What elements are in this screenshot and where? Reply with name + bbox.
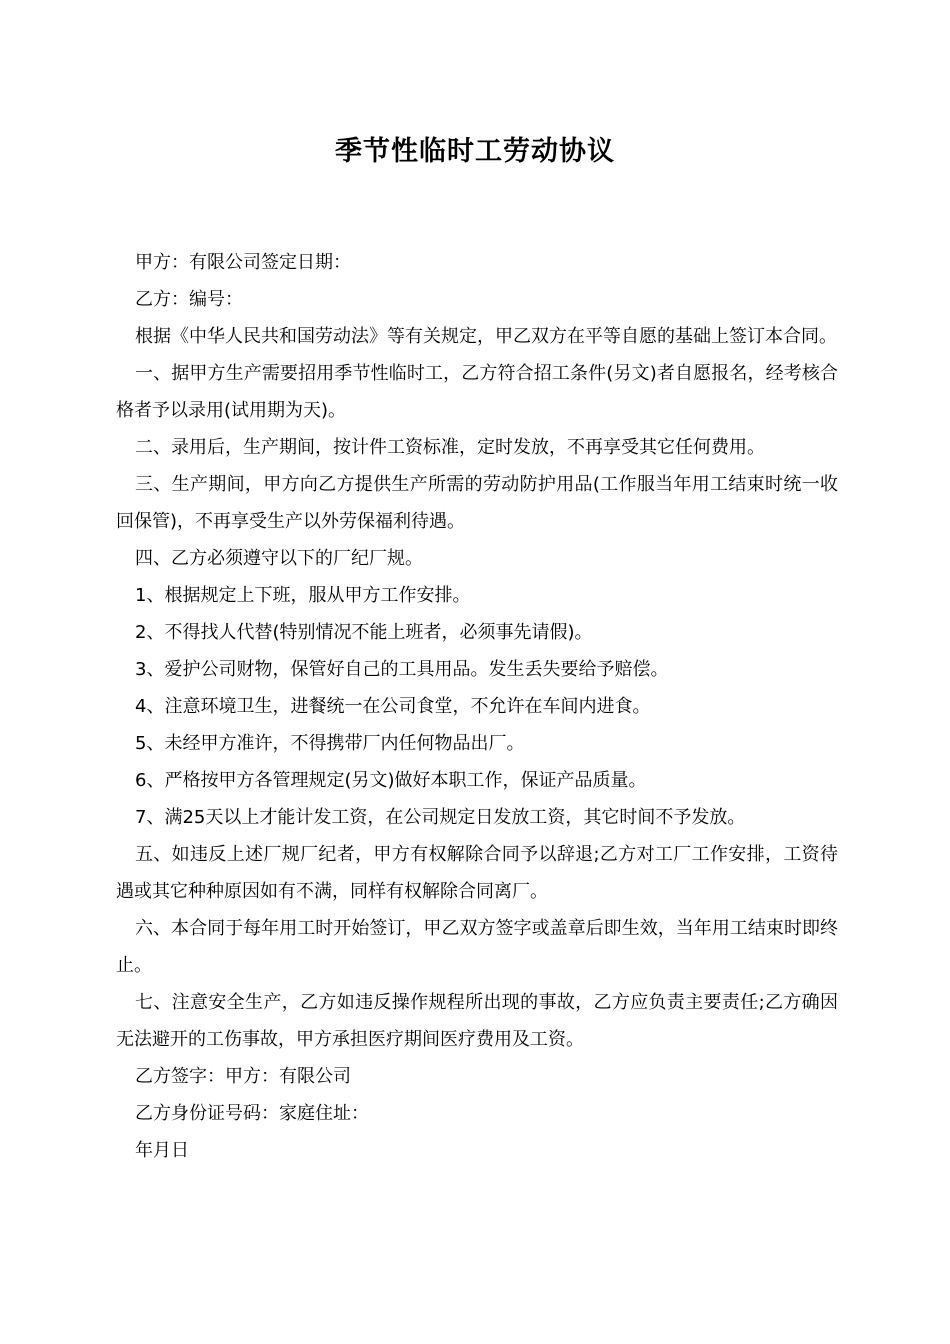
rule-item: 6、严格按甲方各管理规定(另文)做好本职工作，保证产品质量。 — [135, 770, 647, 791]
clause-3: 三、生产期间，甲方向乙方提供生产所需的劳动防护用品(工作服当年用工结束时统一收回保管)，不再享受生产以外劳保福利待遇。 — [116, 474, 838, 532]
rule-item: 1、根据规定上下班，服从甲方工作安排。 — [135, 585, 471, 606]
clause-5: 五、如违反上述厂规厂纪者，甲方有权解除合同予以辞退;乙方对工厂工作安排，工资待遇或其它种种原因如有不满，同样有权解除合同离厂。 — [116, 844, 838, 902]
rule-item: 7、满25天以上才能计发工资，在公司规定日发放工资，其它时间不予发放。 — [135, 807, 746, 828]
document-title: 季节性临时工劳动协议 — [335, 136, 615, 167]
preamble-paragraph: 根据《中华人民共和国劳动法》等有关规定，甲乙双方在平等自愿的基础上签订本合同。 — [135, 326, 837, 347]
id-address-line: 乙方身份证号码：家庭住址： — [135, 1103, 369, 1124]
clause-7: 七、注意安全生产，乙方如违反操作规程所出现的事故，乙方应负责主要责任;乙方确因无法避开的工伤事故，甲方承担医疗期间医疗费用及工资。 — [116, 992, 838, 1050]
signature-line: 乙方签字：甲方：有限公司 — [135, 1066, 351, 1087]
rule-item: 3、爱护公司财物，保管好自己的工具用品。发生丢失要给予赔偿。 — [135, 659, 669, 680]
clause-4: 四、乙方必须遵守以下的厂纪厂规。 — [135, 548, 423, 569]
date-line: 年月日 — [135, 1140, 189, 1161]
party-b-line: 乙方：编号： — [135, 289, 243, 310]
rule-item: 5、未经甲方准许，不得携带厂内任何物品出厂。 — [135, 733, 525, 754]
clause-2: 二、录用后，生产期间，按计件工资标准，定时发放，不再享受其它任何费用。 — [135, 437, 765, 458]
rule-item: 4、注意环境卫生，进餐统一在公司食堂，不允许在车间内进食。 — [135, 696, 651, 717]
clause-6: 六、本合同于每年用工时开始签订，甲乙双方签字或盖章后即生效，当年用工结束时即终止。 — [116, 918, 838, 976]
clause-1: 一、据甲方生产需要招用季节性临时工，乙方符合招工条件(另文)者自愿报名，经考核合格者予以录用(试用期为天)。 — [116, 363, 838, 421]
rule-item: 2、不得找人代替(特别情况不能上班者，必须事先请假)。 — [135, 622, 593, 643]
party-a-line: 甲方：有限公司签定日期： — [135, 252, 351, 273]
document-body — [116, 244, 838, 1169]
